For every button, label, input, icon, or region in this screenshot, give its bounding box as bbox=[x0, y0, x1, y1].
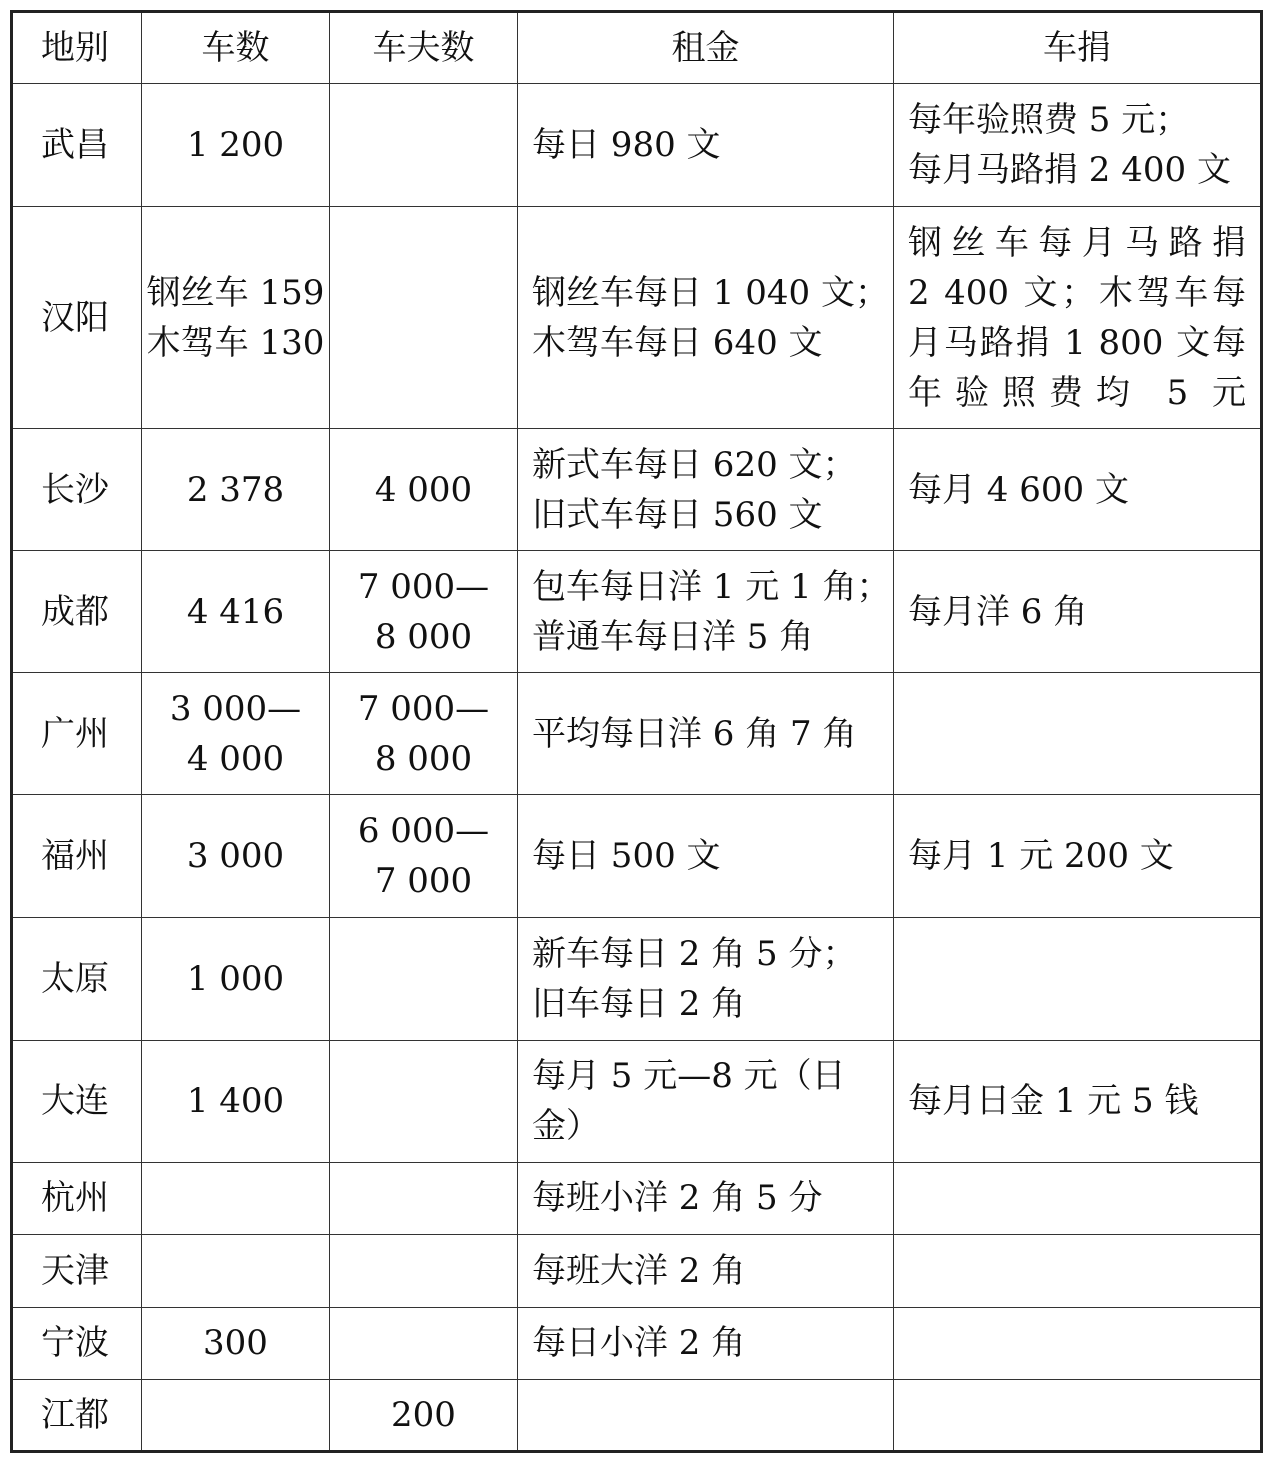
drivers-cell-line: 7 000 bbox=[374, 861, 473, 901]
tax-cell-line: 钢丝车每月马路捐 bbox=[908, 222, 1246, 263]
drivers-cell bbox=[330, 673, 518, 795]
table-row bbox=[12, 1379, 1262, 1451]
table-row bbox=[12, 551, 1262, 673]
rent-cell-line: 钢丝车每日 1 040 文； bbox=[532, 272, 889, 313]
rent-cell bbox=[518, 551, 894, 673]
cars-cell-line: 1 400 bbox=[186, 1081, 285, 1122]
tax-cell bbox=[894, 84, 1262, 207]
table-row bbox=[12, 1162, 1262, 1234]
tax-cell bbox=[894, 1040, 1262, 1162]
cars-cell-line: 2 378 bbox=[186, 469, 285, 510]
rent-cell bbox=[518, 795, 894, 917]
table-row bbox=[12, 1234, 1262, 1307]
cars-cell bbox=[142, 429, 330, 551]
rent-cell bbox=[518, 1234, 894, 1307]
drivers-cell bbox=[330, 1379, 518, 1451]
rent-cell-line: 包车每日洋 1 元 1 角； bbox=[532, 566, 891, 607]
tax-cell-line: 每年验照费 5 元； bbox=[908, 100, 1190, 141]
rent-cell-line: 新车每日 2 角 5 分； bbox=[532, 933, 857, 974]
city-cell: 江都 bbox=[12, 1379, 142, 1451]
cars-cell-line: 300 bbox=[203, 1323, 268, 1364]
rent-cell-line: 每日 500 文 bbox=[532, 836, 721, 876]
rent-cell-line: 平均每日洋 6 角 7 角 bbox=[532, 713, 857, 754]
rent-cell-line: 每日小洋 2 角 bbox=[532, 1323, 746, 1364]
rent-cell bbox=[518, 673, 894, 795]
drivers-cell-line: 7 000— bbox=[357, 566, 490, 607]
cars-cell bbox=[142, 1162, 330, 1234]
rent-cell bbox=[518, 1307, 894, 1379]
table-row bbox=[12, 673, 1262, 795]
city-cell: 广州 bbox=[12, 673, 142, 795]
tax-cell-line: 月马路捐 1 800 文每 bbox=[908, 322, 1246, 363]
cars-cell-line: 木驾车 130 bbox=[146, 322, 325, 363]
drivers-cell-line: 200 bbox=[391, 1394, 456, 1435]
city-cell: 杭州 bbox=[12, 1162, 142, 1234]
tax-cell bbox=[894, 1307, 1262, 1379]
rent-cell bbox=[518, 1379, 894, 1451]
table-row bbox=[12, 1307, 1262, 1379]
rent-cell-line: 普通车每日洋 5 角 bbox=[532, 616, 814, 657]
tax-cell bbox=[894, 1379, 1262, 1451]
tax-cell bbox=[894, 207, 1262, 429]
cars-cell-line: 1 200 bbox=[186, 125, 285, 166]
tax-cell-line: 每月马路捐 2 400 文 bbox=[908, 150, 1231, 191]
tax-cell-line: 2 400 文；木驾车每 bbox=[908, 272, 1246, 313]
drivers-cell-line: 8 000 bbox=[374, 616, 473, 657]
city-cell: 福州 bbox=[12, 795, 142, 917]
tax-cell bbox=[894, 551, 1262, 673]
cars-cell bbox=[142, 795, 330, 917]
table-row bbox=[12, 429, 1262, 551]
city-cell: 大连 bbox=[12, 1040, 142, 1162]
city-cell: 汉阳 bbox=[12, 207, 142, 429]
table-row bbox=[12, 795, 1262, 917]
cars-cell bbox=[142, 673, 330, 795]
cars-cell-line: 4 000 bbox=[186, 738, 285, 779]
table-row bbox=[12, 1040, 1262, 1162]
tax-cell bbox=[894, 1162, 1262, 1234]
drivers-cell bbox=[330, 917, 518, 1040]
rent-cell bbox=[518, 1040, 894, 1162]
rent-cell-line: 每班大洋 2 角 bbox=[532, 1250, 746, 1291]
rent-cell-line: 新式车每日 620 文； bbox=[532, 444, 857, 485]
drivers-cell bbox=[330, 429, 518, 551]
city-cell: 宁波 bbox=[12, 1307, 142, 1379]
table-row bbox=[12, 84, 1262, 207]
rent-cell-line: 每班小洋 2 角 5 分 bbox=[532, 1178, 823, 1219]
city-cell: 武昌 bbox=[12, 84, 142, 207]
cars-cell-line: 3 000— bbox=[169, 688, 302, 729]
header-rent: 租金 bbox=[518, 12, 894, 84]
cars-cell bbox=[142, 917, 330, 1040]
tax-cell-line: 每月洋 6 角 bbox=[908, 591, 1088, 632]
drivers-cell bbox=[330, 551, 518, 673]
cars-cell bbox=[142, 207, 330, 429]
drivers-cell bbox=[330, 1040, 518, 1162]
tax-cell bbox=[894, 429, 1262, 551]
cars-cell bbox=[142, 1307, 330, 1379]
cars-cell-line: 3 000 bbox=[186, 836, 285, 876]
tax-cell bbox=[894, 795, 1262, 917]
cars-cell bbox=[142, 551, 330, 673]
drivers-cell bbox=[330, 1307, 518, 1379]
city-cell: 天津 bbox=[12, 1234, 142, 1307]
drivers-cell bbox=[330, 207, 518, 429]
rent-cell bbox=[518, 917, 894, 1040]
rent-cell bbox=[518, 429, 894, 551]
cars-cell bbox=[142, 84, 330, 207]
tax-cell-line: 年验照费均 5 元 bbox=[908, 372, 1246, 413]
rent-cell bbox=[518, 84, 894, 207]
header-cars: 车数 bbox=[142, 12, 330, 84]
drivers-cell-line: 6 000— bbox=[357, 811, 490, 851]
cars-cell-line: 1 000 bbox=[186, 958, 285, 999]
drivers-cell bbox=[330, 1162, 518, 1234]
rent-cell-line: 每月 5 元—8 元（日 bbox=[532, 1056, 846, 1097]
rent-cell-line: 旧式车每日 560 文 bbox=[532, 494, 823, 535]
drivers-cell bbox=[330, 1234, 518, 1307]
table-row bbox=[12, 917, 1262, 1040]
tax-cell bbox=[894, 1234, 1262, 1307]
drivers-cell bbox=[330, 84, 518, 207]
rent-cell-line: 旧车每日 2 角 bbox=[532, 983, 746, 1024]
cars-cell bbox=[142, 1234, 330, 1307]
cars-cell-line: 4 416 bbox=[186, 591, 285, 632]
rent-cell bbox=[518, 1162, 894, 1234]
city-cell: 太原 bbox=[12, 917, 142, 1040]
drivers-cell-line: 8 000 bbox=[374, 738, 473, 779]
tax-cell-line: 每月 1 元 200 文 bbox=[908, 836, 1174, 876]
rent-cell-line: 金） bbox=[532, 1106, 600, 1147]
rickshaw-table bbox=[10, 10, 1263, 1453]
city-cell: 长沙 bbox=[12, 429, 142, 551]
tax-cell-line: 每月日金 1 元 5 钱 bbox=[908, 1081, 1199, 1122]
rent-cell-line: 木驾车每日 640 文 bbox=[532, 322, 823, 363]
drivers-cell-line: 7 000— bbox=[357, 688, 490, 729]
city-cell: 成都 bbox=[12, 551, 142, 673]
drivers-cell-line: 4 000 bbox=[374, 469, 473, 510]
header-drivers: 车夫数 bbox=[330, 12, 518, 84]
drivers-cell bbox=[330, 795, 518, 917]
table-row bbox=[12, 207, 1262, 429]
cars-cell-line: 钢丝车 159 bbox=[146, 272, 325, 313]
cars-cell bbox=[142, 1040, 330, 1162]
rent-cell bbox=[518, 207, 894, 429]
header-row bbox=[12, 12, 1262, 84]
tax-cell bbox=[894, 917, 1262, 1040]
header-city: 地别 bbox=[12, 12, 142, 84]
header-tax: 车捐 bbox=[894, 12, 1262, 84]
cars-cell bbox=[142, 1379, 330, 1451]
tax-cell bbox=[894, 673, 1262, 795]
rent-cell-line: 每日 980 文 bbox=[532, 125, 721, 166]
tax-cell-line: 每月 4 600 文 bbox=[908, 469, 1129, 510]
